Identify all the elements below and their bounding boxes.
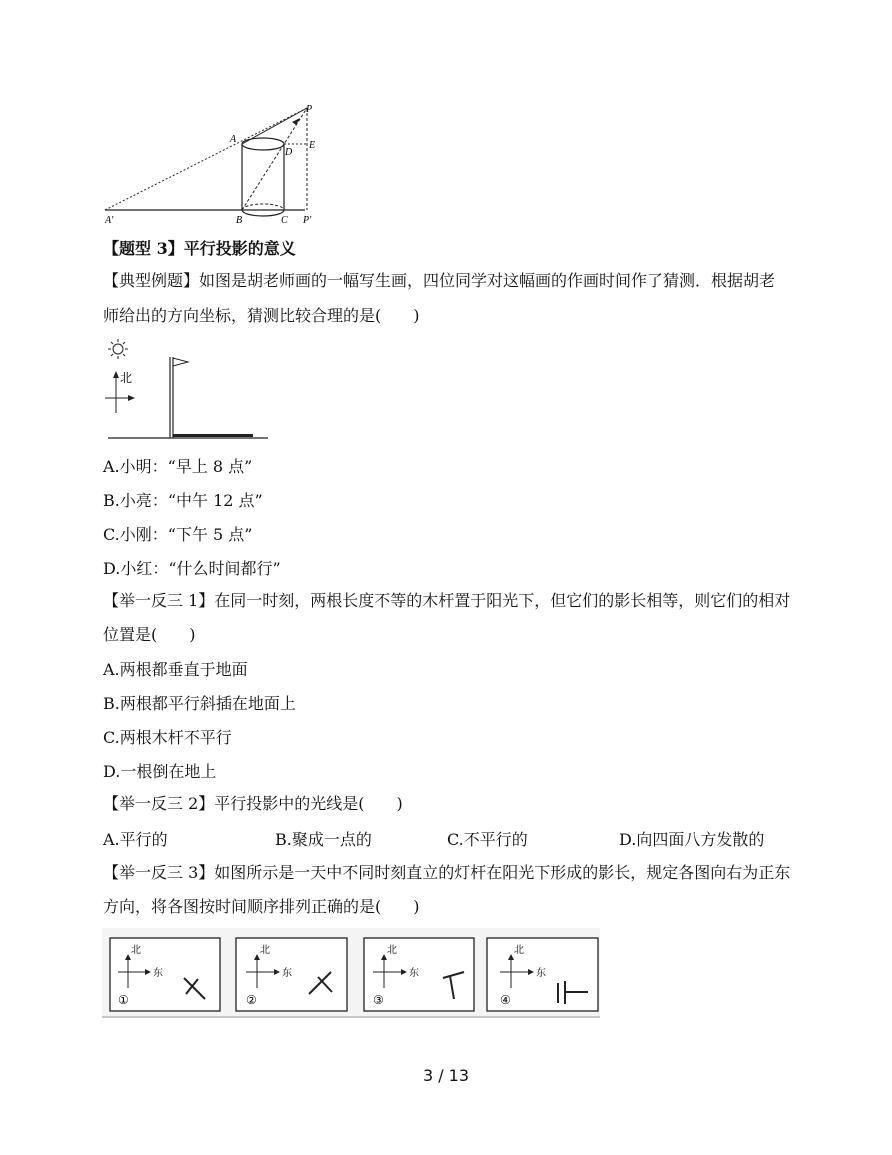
q2-option-a: A.平行的 bbox=[103, 830, 168, 849]
cylinder-shadow-figure bbox=[100, 100, 330, 225]
panel-3-number: ③ bbox=[373, 993, 384, 1007]
panel-2-east: 东 bbox=[282, 968, 292, 979]
panel-4-north: 北 bbox=[514, 945, 524, 956]
q1-option-b: B.两根都平行斜插在地面上 bbox=[103, 694, 296, 713]
panel-4-number: ④ bbox=[500, 993, 511, 1007]
section-heading: 【题型 3】平行投影的意义 bbox=[103, 239, 296, 258]
panel-3-north: 北 bbox=[387, 945, 397, 956]
label-p: P bbox=[306, 104, 313, 115]
panel-2 bbox=[236, 938, 347, 1011]
q2-option-d: D.向四面八方发散的 bbox=[619, 830, 765, 849]
q1-stem-line2: 位置是( ) bbox=[103, 625, 196, 644]
example-option-c: C.小刚：“下午 5 点” bbox=[103, 525, 253, 544]
lamp-shadow-panels-figure bbox=[102, 928, 602, 1020]
q3-stem-line1: 【举一反三 3】如图所示是一天中不同时刻直立的灯杆在阳光下形成的影长，规定各图向右为正东 bbox=[103, 863, 791, 882]
q1-option-d: D.一根倒在地上 bbox=[103, 762, 217, 781]
label-e: E bbox=[309, 140, 316, 151]
panel-2-number: ② bbox=[246, 993, 257, 1007]
panel-4 bbox=[487, 938, 598, 1011]
example-stem-line1: 【典型例题】如图是胡老师画的一幅写生画，四位同学对这幅画的作画时间作了猜测．根据胡老 bbox=[103, 271, 776, 290]
panel-4-east: 东 bbox=[536, 968, 546, 979]
label-a-prime: A' bbox=[105, 215, 114, 225]
sun-icon bbox=[108, 339, 128, 359]
flagpole-sketch-figure bbox=[100, 338, 275, 444]
panel-1 bbox=[110, 938, 220, 1011]
page-number: 3 / 13 bbox=[422, 1066, 470, 1085]
q2-options-row bbox=[103, 829, 793, 851]
panel-1-number: ① bbox=[118, 993, 129, 1007]
label-c: C bbox=[281, 215, 288, 225]
q1-option-a: A.两根都垂直于地面 bbox=[103, 660, 248, 679]
label-p-prime: P' bbox=[303, 215, 312, 225]
q3-stem-line2: 方向，将各图按时间顺序排列正确的是( ) bbox=[103, 897, 420, 916]
panel-1-north: 北 bbox=[131, 945, 141, 956]
q2-option-c: C.不平行的 bbox=[447, 830, 528, 849]
panel-3 bbox=[364, 938, 474, 1011]
label-b: B bbox=[236, 215, 243, 225]
panel-2-north: 北 bbox=[260, 945, 270, 956]
example-option-b: B.小亮：“中午 12 点” bbox=[103, 491, 263, 510]
example-stem-line2: 师给出的方向坐标，猜测比较合理的是( ) bbox=[103, 306, 420, 325]
example-option-a: A.小明：“早上 8 点” bbox=[103, 457, 253, 476]
q2-stem: 【举一反三 2】平行投影中的光线是( ) bbox=[103, 794, 403, 813]
label-d: D bbox=[285, 147, 293, 158]
label-a: A bbox=[230, 134, 237, 145]
panel-1-east: 东 bbox=[153, 968, 163, 979]
example-option-d: D.小红：“什么时间都行” bbox=[103, 559, 281, 578]
q1-option-c: C.两根木杆不平行 bbox=[103, 728, 232, 747]
panel-3-east: 东 bbox=[409, 968, 419, 979]
north-label: 北 bbox=[120, 371, 133, 385]
q1-stem-line1: 【举一反三 1】在同一时刻，两根长度不等的木杆置于阳光下，但它们的影长相等，则它们的相对 bbox=[103, 591, 791, 610]
q2-option-b: B.聚成一点的 bbox=[275, 830, 372, 849]
